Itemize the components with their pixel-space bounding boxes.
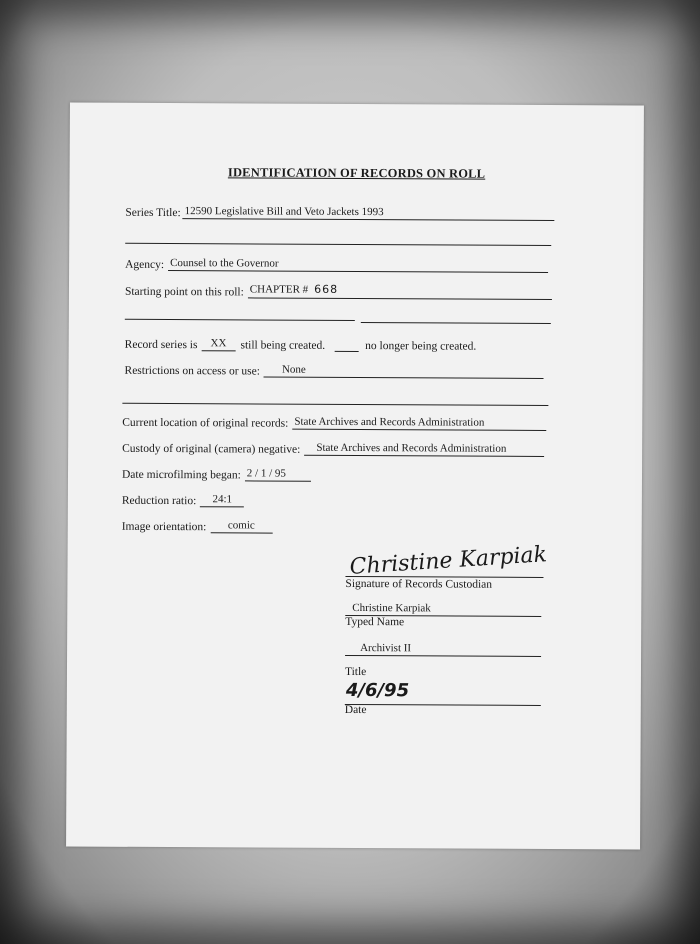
- starting-point-handwritten: 668: [314, 282, 339, 296]
- record-series-value: XX: [210, 337, 227, 350]
- custody-row: [122, 441, 544, 457]
- date-handwritten: 4/6/95: [345, 679, 410, 702]
- form-title: IDENTIFICATION OF RECORDS ON ROLL: [227, 165, 486, 181]
- date-began-field: [245, 467, 311, 481]
- starting-point-row: [125, 281, 552, 300]
- current-location-label: Current location of original records:: [122, 416, 289, 430]
- image-orientation-value: comic: [227, 519, 255, 532]
- series-title-row: [125, 205, 554, 221]
- current-location-value: State Archives and Records Administration: [294, 415, 485, 429]
- date-began-row: [122, 467, 311, 482]
- restrictions-row: [125, 363, 544, 379]
- starting-point-field: [248, 281, 552, 300]
- record-series-no-longer-field: [335, 338, 359, 352]
- agency-label: Agency:: [125, 258, 165, 271]
- reduction-ratio-label: Reduction ratio:: [121, 494, 197, 508]
- image-orientation-label: Image orientation:: [121, 520, 207, 534]
- typed-name-value: Christine Karpiak: [352, 601, 431, 615]
- reduction-ratio-field: [200, 493, 244, 507]
- restrictions-extra-line: [122, 403, 548, 406]
- title-label: Title: [344, 665, 367, 679]
- date-line: [345, 704, 541, 706]
- reduction-ratio-value: 24:1: [212, 493, 233, 506]
- starting-point-label: Starting point on this roll:: [124, 285, 244, 299]
- custodian-signature: Christine Karpiak: [348, 542, 548, 580]
- date-began-value: 2 / 1 / 95: [246, 467, 286, 480]
- no-longer-being-created-label: no longer being created.: [365, 340, 477, 353]
- restrictions-field: [264, 364, 544, 379]
- agency-value: Counsel to the Governor: [170, 257, 279, 270]
- series-title-field: [183, 205, 555, 221]
- custody-field: [304, 442, 544, 457]
- restrictions-label: Restrictions on access or use:: [124, 364, 260, 378]
- starting-point-extra-line-left: [125, 319, 355, 321]
- still-being-created-label: still being created.: [240, 339, 326, 352]
- custody-label: Custody of original (camera) negative:: [122, 442, 301, 456]
- agency-row: [125, 257, 548, 273]
- date-began-label: Date microfilming began:: [121, 468, 241, 482]
- starting-point-extra-line-right: [361, 322, 551, 324]
- custody-value: State Archives and Records Administration: [316, 441, 507, 455]
- current-location-field: [292, 416, 546, 431]
- title-line: [345, 655, 541, 657]
- records-form-sheet: [66, 103, 644, 850]
- record-series-still-field: [201, 337, 235, 351]
- record-series-row: [125, 337, 477, 353]
- series-title-label: Series Title:: [125, 206, 181, 220]
- series-title-extra-line: [125, 243, 551, 246]
- signature-label: Signature of Records Custodian: [345, 577, 493, 591]
- date-label: Date: [344, 703, 367, 717]
- series-title-value: 12590 Legislative Bill and Veto Jackets 1993: [184, 205, 384, 219]
- record-series-label: Record series is: [124, 338, 198, 352]
- image-orientation-row: [122, 519, 273, 534]
- image-orientation-field: [210, 519, 272, 533]
- reduction-ratio-row: [122, 493, 244, 508]
- restrictions-value: None: [281, 363, 306, 376]
- current-location-row: [122, 415, 546, 431]
- starting-point-value: CHAPTER #: [249, 283, 309, 296]
- title-value: Archivist II: [360, 642, 412, 655]
- typed-name-label: Typed Name: [345, 615, 405, 629]
- agency-field: [168, 257, 548, 273]
